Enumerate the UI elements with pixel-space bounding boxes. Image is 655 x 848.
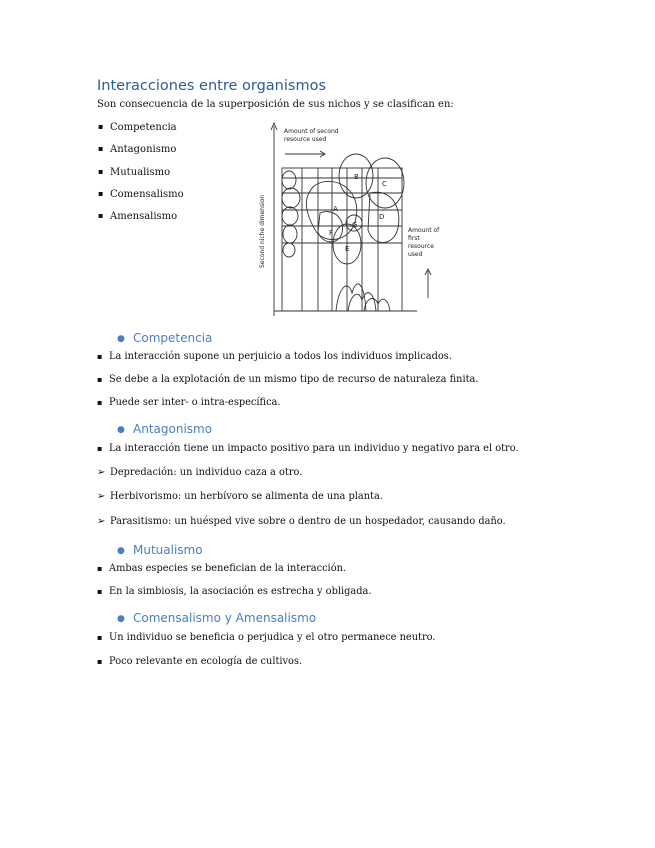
letter-a: A bbox=[333, 205, 338, 213]
niche-f bbox=[318, 212, 343, 242]
niche-diagram bbox=[252, 118, 450, 318]
letter-c: C bbox=[382, 180, 387, 188]
letter-e: E bbox=[345, 245, 350, 253]
list-item: ▪ Ambas especies se benefician de la interacción. bbox=[97, 563, 347, 574]
page-title: Interacciones entre organismos bbox=[97, 78, 326, 94]
list-item: ▪ Puede ser inter- o intra-específica. bbox=[97, 397, 281, 408]
bullet-icon: ● bbox=[117, 546, 125, 556]
letter-f: F bbox=[329, 229, 334, 237]
bullet-icon: ● bbox=[117, 425, 125, 435]
list-item: ▪ En la simbiosis, la asociación es estrecha y obligada. bbox=[97, 586, 372, 597]
label-top-2: resource used bbox=[284, 136, 327, 143]
label-top-1: Amount of second bbox=[284, 128, 339, 135]
section-heading-competencia: ● Competencia bbox=[117, 331, 213, 345]
list-item: ▪ Amensalismo bbox=[97, 210, 184, 232]
list-item: ▪ Poco relevante en ecología de cultivos. bbox=[97, 656, 303, 667]
list-item: ➢ Herbivorismo: un herbívoro se alimenta de una planta. bbox=[97, 491, 383, 502]
letter-b: B bbox=[354, 173, 359, 181]
interaction-types-list bbox=[97, 121, 184, 232]
bullet-icon: ● bbox=[117, 334, 125, 344]
list-item: ▪ La interacción tiene un impacto positivo para un individuo y negativo para el otro. bbox=[97, 443, 519, 454]
list-item: ▪ Un individuo se beneficia o perjudica y el otro permanece neutro. bbox=[97, 632, 436, 643]
label-right-2: first bbox=[408, 235, 420, 242]
section-heading-comensalismo: ● Comensalismo y Amensalismo bbox=[117, 611, 317, 625]
list-item: ▪ Competencia bbox=[97, 121, 184, 143]
label-right-3: resource bbox=[408, 243, 434, 250]
list-item: ▪ Antagonismo bbox=[97, 143, 184, 165]
section-heading-antagonismo: ● Antagonismo bbox=[117, 422, 213, 436]
section-heading-mutualismo: ● Mutualismo bbox=[117, 543, 203, 557]
bullet-icon: ● bbox=[117, 614, 125, 624]
list-item: ➢ Parasitismo: un huésped vive sobre o dentro de un hospedador, causando daño. bbox=[97, 516, 506, 527]
letter-d: D bbox=[379, 213, 385, 221]
list-item: ▪ Comensalismo bbox=[97, 188, 184, 210]
list-item: ▪ La interacción supone un perjuicio a todos los individuos implicados. bbox=[97, 351, 452, 362]
letter-g: G bbox=[352, 221, 358, 229]
list-item: ▪ Se debe a la explotación de un mismo tipo de recurso de naturaleza finita. bbox=[97, 374, 479, 385]
list-item: ➢ Depredación: un individuo caza a otro. bbox=[97, 467, 303, 478]
intro-text: Son consecuencia de la superposición de sus nichos y se clasifican en: bbox=[97, 99, 454, 110]
niche-overlap-figure bbox=[252, 118, 450, 318]
label-axis: Second niche dimension bbox=[259, 194, 266, 268]
label-right-1: Amount of bbox=[408, 227, 440, 234]
list-item: ▪ Mutualismo bbox=[97, 166, 184, 188]
label-right-4: used bbox=[408, 251, 423, 258]
